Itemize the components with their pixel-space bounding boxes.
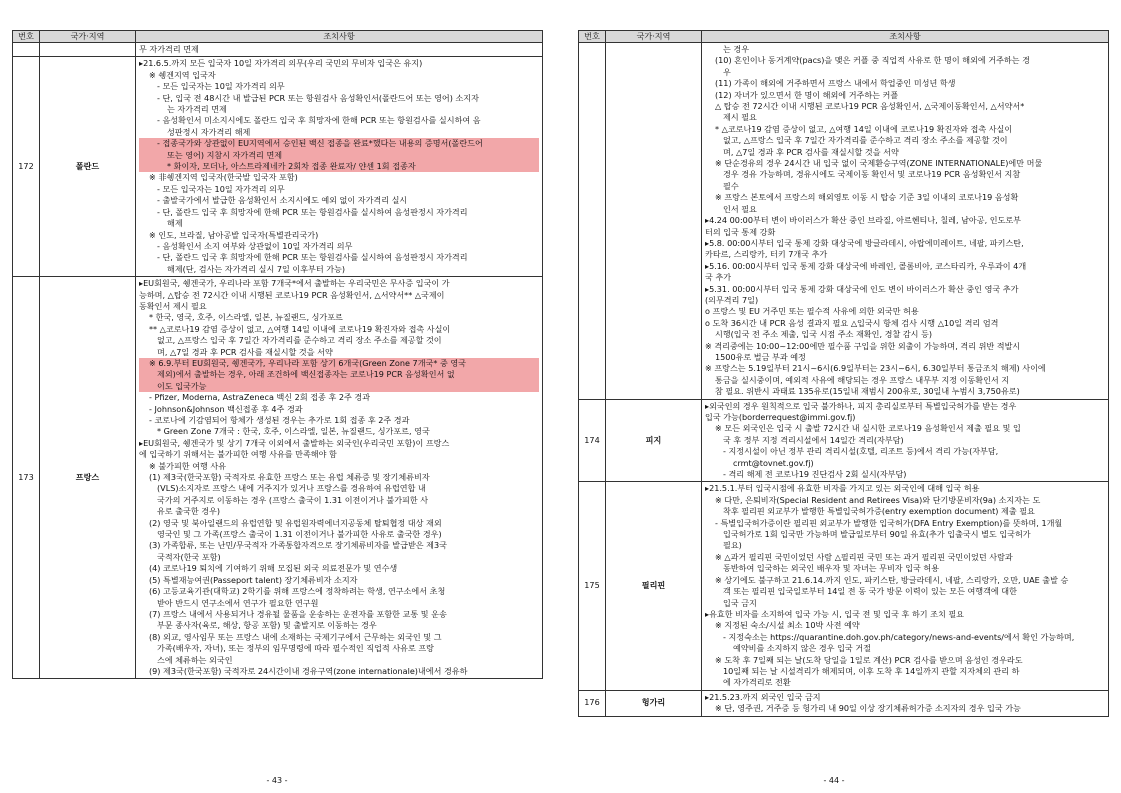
row-measures [136,43,543,57]
measure-line: 유로 출국한 경우) [157,506,221,517]
row-country: 폴란드 [40,57,136,277]
measure-line: 해제(단, 검사는 자가격리 실시 7일 이후부터 가능) [167,263,346,274]
measure-line: 착후 필리핀 외교부가 발행한 특별입국허가증(entry exemption document) 제출 필요 [723,506,1035,517]
measure-line: - Johnson&Johnson 백신접종 후 4주 경과 [149,403,303,414]
highlighted-measure-line: 또는 영어) 지참시 자가격리 면제 [139,150,539,161]
measure-line: 국 추가 [705,272,732,283]
row-country: 헝가리 [606,690,702,716]
measure-line: 입국 금지 [723,597,757,608]
measure-line: 무 자가격리 면제 [139,44,199,54]
measure-line: 국가의 거주지로 이동하는 경우 (프랑스 출국이 1.31 이전이거나 불가피한 사 [157,494,429,505]
measure-line: ▸4.24 00:00부터 변이 바이러스가 확산 중인 브라질, 아르헨티나, 칠레, 남아공, 인도로부 [705,215,1021,226]
measure-line: 영국인 및 그 가족(프랑스 출국이 1.31 이전이거나 불가피한 사유로 출국한 경우) [157,529,442,540]
measure-line: (4) 코로나19 퇴치에 기여하기 위해 모집된 외국 의료전문가 및 연수생 [149,563,398,574]
measures-table-left [12,30,543,679]
measure-line: ▸유효한 비자를 소지하여 입국 가능 시, 입국 전 및 입국 후 하기 조치 필요 [705,608,965,619]
row-number: 175 [579,482,606,690]
highlighted-measure-line: 제외)에서 출발하는 경우, 아래 조건하에 백신접종자는 코로나19 PCR 음성확인서 없 [139,369,539,380]
measure-line: (11) 가족이 해외에 거주하면서 프랑스 내에서 학업중인 미성년 학생 [715,78,956,89]
measure-line: - Pfizer, Moderna, AstraZeneca 백신 2회 접종 후 2주 경과 [149,392,371,403]
measure-line: - 단, 입국 전 48시간 내 발급된 PCR 또는 항원검사 음성확인서(폴란드어 또는 영어) 소지자 [157,92,479,103]
measure-line: ※ 쉥겐지역 입국자 [149,69,216,80]
measure-line: 국적자(한국 포함) [157,551,221,562]
row-country: 필리핀 [606,482,702,690]
measure-line: 없고, △프랑스 입국 후 7일간 자가격리를 준수하고 격리 장소 주소를 제공할 것이 [157,335,442,346]
table-row [579,482,1109,690]
measure-line: o 프랑스 및 EU 거주민 또는 필수적 사유에 의한 외국만 허용 [705,306,919,317]
measure-line: ▸5.16. 00:00시부터 입국 통제 강화 대상국에 바레인, 콜롬비아, 코스타리카, 우루과이 4개 [705,260,1027,271]
measure-line: o 도착 36시간 내 PCR 음성 결과지 필요 △입국시 항체 검사 시행 △10일 격리 엄격 [705,317,999,328]
measure-line: 부문 종사자(육로, 해상, 항공 포함) 및 출발지로 이동하는 경우 [157,620,377,631]
measure-line: 통금을 실시중이며, 예외적 사유에 해당되는 경우 프랑스 내무부 지정 이동확인서 지 [715,374,1010,385]
measure-line: * Green Zone 7개국 : 한국, 호주, 이스라엘, 일본, 뉴질랜드, 싱가포르, 영국 [157,426,430,437]
measure-line: ※ 프랑스 본토에서 프랑스의 해외영토 이동 시 탑승 기준 3일 이내의 코로나19 음성확 [715,192,1019,203]
measure-line: 제시 필요 [723,112,757,123]
measure-line: 시행(입국 전 주소 제출, 입국 시점 주소 재확인, 경찰 감시 등) [715,329,933,340]
header-country: 국가·지역 [606,31,702,43]
measure-line: - 지정숙소는 https://quarantine.doh.gov.ph/category/news-and-events/에서 확인 가능하며, [723,631,1075,642]
measure-line: ▸21.5.1.부터 입국시점에 유효한 비자를 가지고 있는 외국인에 대해 입국 허용 [705,483,980,494]
measure-line: (VLS)소지자로 프랑스 내에 거주지가 있거나 프랑스를 경유하여 유럽연합 내 [157,483,426,494]
measure-line: 1500유로 벌금 부과 예정 [715,351,806,362]
measure-line: 객 또는 필리핀 입국일로부터 14일 전 동 국가 방문 이력이 있는 모든 여행객에 대한 [723,586,1017,597]
measure-line: ※ △과거 필리핀 국민이었던 사람 △필리핀 국민 또는 과거 필리핀 국민이었던 사람과 [715,551,1013,562]
measure-line: 카타르, 스리랑카, 터키 7개국 추가 [705,249,828,260]
measure-line: ※ 非쉥겐지역 입국자(한국발 입국자 포함) [149,172,298,183]
measure-line: ※ 다만, 은퇴비자(Special Resident and Retirees Visa)와 단기방문비자(9a) 소지자는 도 [715,494,1041,505]
header-number: 번호 [13,31,40,43]
measure-line: 에 입국하기 위해서는 불가피한 여행 사유를 만족해야 함 [139,449,337,460]
row-measures [702,43,1109,400]
table-row [579,690,1109,716]
header-number: 번호 [579,31,606,43]
row-measures [136,277,543,679]
measure-line: * 한국, 영국, 호주, 이스라엘, 일본, 뉴질랜드, 싱가포르 [149,312,343,323]
measure-line: 는 자가격리 면제 [167,104,227,115]
measure-line: ▸외국인의 경우 원칙적으로 입국 불가하나, 피지 총리실로부터 특별입국허가를 받는 경우 [705,400,1017,411]
table-row [579,399,1109,482]
measures-table-right [578,30,1109,717]
measure-line: 필요) [723,540,742,551]
measure-line: ※ 프랑스는 5.19일부터 21시~6시(6.9일부터는 23시~6시, 6.30일부터 통금조치 해제) 사이에 [705,363,1046,374]
measure-line: ▸EU회원국, 쉥겐국가, 우리나라 포함 7개국*에서 출발하는 우리국민은 무사증 입국이 가 [139,278,450,289]
row-measures [702,690,1109,716]
measure-line: 입국 가능(borderrequest@immi.gov.fj) [705,412,856,422]
measure-line: (12) 자녀가 있으면서 한 명이 해외에 거주하는 커플 [715,89,899,100]
measure-line: 동확인서 제시 필요 [139,300,207,311]
measure-line: 입국허가로 1회 입국만 가능하며 발급일로부터 90일 유효(추가 입출국시 별도 입국허가 [723,529,1031,540]
measure-line: 필수 [723,180,739,191]
measure-line: * △코로나19 감염 증상이 없고, △여행 14일 이내에 코로나19 확진자와 접촉 사실이 [715,123,1013,134]
measure-line: (7) 프랑스 내에서 사용되거나 경유될 물품을 운송하는 운전자를 포함한 교통 및 운송 [149,608,447,619]
measure-line: - 음성확인서 소지 여부와 상관없이 10일 자가격리 의무 [157,240,353,251]
measure-line: 성판정시 자가격리 해제 [167,126,251,137]
measure-line: (5) 특별재능여권(Passeport talent) 장기체류비자 소지자 [149,574,358,585]
measure-line: 가족(배우자, 자녀), 또는 정부의 임무명령에 따라 필수적인 직업적 사유로 프랑 [157,643,434,654]
header-measures: 조치사항 [136,31,543,43]
measure-line: 국 후 정부 지정 격리시설에서 14일간 격리(자부담) [723,434,904,445]
measure-line: ※ 단순경유의 경우 24시간 내 입국 없이 국제환승구역(ZONE INTERNATIONALE)에만 머물 [715,158,1043,169]
measure-line: ※ 격리중에는 10:00~12:00에만 필수품 구입을 위한 외출이 가능하며, 격리 위반 적발시 [705,340,1021,351]
measure-line: ※ 상기에도 불구하고 21.6.14.까지 인도, 파키스탄, 방글라데시, 네팔, 스리랑카, 오만, UAE 출발 승 [715,574,1069,585]
measure-line: - 단, 폴란드 입국 후 희망자에 한해 PCR 또는 항원검사를 실시하여 음성판정시 자가격리 [157,252,468,263]
measure-line: (의무격리 7일) [705,294,759,305]
row-number: 174 [579,399,606,482]
header-country: 국가·지역 [40,31,136,43]
measure-line: 해제 [167,218,183,229]
measure-line: - 음성확인서 미소지시에도 폴란드 입국 후 희망자에 한해 PCR 또는 항원검사를 실시하여 음 [157,115,481,126]
measure-line: ※ 인도, 브라질, 남아공발 입국자(특별관리국가) [149,229,319,240]
row-country: 피지 [606,399,702,482]
measure-line: - 격리 해제 전 코로나19 진단검사 2회 실시(자부담) [723,469,907,480]
table-header-row [579,31,1109,43]
measure-line: - 출발국가에서 발급한 음성확인서 소지시에도 예외 없이 자가격리 실시 [157,195,408,206]
measure-line: ** △코로나19 감염 증상이 없고, △여행 14일 이내에 코로나19 확진자와 접촉 사실이 [149,323,451,334]
measure-line: ※ 모든 외국인은 입국 시 출발 72시간 내 실시한 코로나19 음성확인서 제출 필요 및 입 [715,423,1021,434]
measure-line: - 모든 입국자는 10일 자가격리 의무 [157,183,285,194]
continuation-row [13,43,543,57]
measure-line: - 모든 입국자는 10일 자가격리 의무 [157,81,285,92]
page-44 [578,30,1109,717]
measure-line: - 코로나에 기감염되어 항체가 생성된 경우는 추가로 1회 접종 후 2주 경과 [149,415,410,425]
measure-line: (6) 고등교육기관(대학교) 2학기를 위해 프랑스에 정착하려는 학생, 연구소에서 초청 [149,586,446,597]
measure-line: (10) 혼인이나 동거계약(pacs)을 맺은 커플 중 직업적 사유로 한 명이 해외에 거주하는 경 [715,55,1030,66]
row-number [579,43,606,400]
page-number-right: - 44 - [823,776,845,785]
row-number: 173 [13,277,40,679]
measure-line: ※ 지정된 숙소/시설 최소 10박 사전 예약 [715,620,860,631]
measure-line: - 단, 폴란드 입국 후 희망자에 한해 PCR 또는 항원검사를 실시하여 음성판정시 자가격리 [157,206,468,217]
measure-line: 인서 필요 [723,203,757,214]
row-number: 176 [579,690,606,716]
table-row [579,43,1109,400]
measure-line: (8) 외교, 영사임무 또는 프랑스 내에 소재하는 국제기구에서 근무하는 외국인 및 그 [149,631,442,642]
measure-line: 우 [723,66,731,77]
row-country: 프랑스 [40,277,136,679]
measure-line: (3) 가족합류, 또는 난민/무국적자 가족통합자격으로 장기체류비자를 발급받은 제3국 [149,540,447,551]
measure-line: ▸EU회원국, 쉥겐국가 및 상기 7개국 이외에서 출발하는 외국인(우리국민 포함)이 프랑스 [139,437,450,448]
measure-line: 터의 입국 통제 강화 [705,226,776,237]
row-measures [136,57,543,277]
measure-line: 없고, △프랑스 입국 후 7일간 자가격리를 준수하고 격리 장소 주소를 제공할 것이 [723,135,1008,146]
table-row [13,277,543,679]
measure-line: (1) 제3국(한국포함) 국적자로 유효한 프랑스 또는 유럽 체류증 및 장기체류비자 [149,472,430,483]
measure-line: crmt@tovnet.gov.fj) [733,457,814,468]
measure-line: - 특별입국허가증이란 필리핀 외교부가 발행한 입국허가(DFA Entry Exemption)를 뜻하며, 1개월 [715,517,1063,528]
highlighted-measure-line: * 화이자, 모더나, 아스트라제네카 2회차 접종 완료자/ 얀센 1회 접종자 [139,161,539,172]
page-43 [12,30,543,679]
measure-line: - 지정시설이 아닌 정부 관리 격리시설(호텔, 리조트 등)에서 격리 가능(자부담, [723,446,999,457]
measure-line: △ 탑승 전 72시간 이내 시행된 코로나19 PCR 음성확인서, △국제이동확인서, △서약서* [715,101,1025,112]
measure-line: (2) 영국 및 북아일랜드의 유럽연합 및 유럽원자력에너지공동체 탈퇴협정 대상 재외 [149,517,442,528]
measure-line: 경우 경유 가능하며, 경유시에도 국제이동 확인서 및 코로나19 PCR 음성확인서 지참 [723,169,1021,180]
measure-line: 10일째 되는 날 시설격리가 해제되며, 이후 도착 후 14일까지 관할 지자체의 관리 하 [723,665,1020,676]
measure-line: ※ 불가피한 여행 사유 [149,460,227,471]
highlighted-measure-line: ※ 6.9.부터 EU회원국, 쉥겐국가, 우리나라 포함 상기 6개국(Green Zone 7개국* 중 영국 [139,358,539,369]
measure-line: ▸5.8. 00:00시부터 입국 통제 강화 대상국에 방글라데시, 아랍에미레이트, 네팔, 파키스탄, [705,237,1024,248]
row-measures [702,482,1109,690]
measure-line: 에 자가격리로 전환 [723,677,791,688]
measure-line: ※ 단, 영주권, 거주증 등 헝가리 내 90일 이상 장기체류허가증 소지자의 경우 입국 가능 [715,703,1021,714]
measure-line: 며, △7일 경과 후 PCR 검사를 재실시할 것을 서약 [157,346,333,357]
highlighted-measure-line: - 접종국가와 상관없이 EU지역에서 승인된 백신 접종을 완료*했다는 내용의 증명서(폴란드어 [139,138,539,149]
header-measures: 조치사항 [702,31,1109,43]
row-country [606,43,702,400]
measure-line: (9) 제3국(한국포함) 국적자로 24시간이내 경유구역(zone internationale)내에서 경유하 [149,665,468,676]
page-number-left: - 43 - [266,776,288,785]
measure-line: 스에 체류하는 외국인 [157,654,233,665]
measure-line: ※ 도착 후 7일째 되는 날(도착 당일을 1일로 계산) PCR 검사를 받으며 음성인 경우라도 [715,654,1023,665]
measure-line: 참 필요. 위반시 과태료 135유로(15일내 재범시 200유로, 30일내 누범시 3,750유로) [715,386,1020,397]
measure-line: 능하며, △탑승 전 72시간 이내 시행된 코로나19 PCR 음성확인서, △서약서** △국제이 [139,289,445,300]
highlighted-measure-line: 이도 입국가능 [139,381,539,392]
measure-line: 동반하여 입국하는 외국인 배우자 및 자녀는 무비자 입국 허용 [723,563,940,574]
table-row [13,57,543,277]
measure-line: ▸21.5.23.까지 외국인 입국 금지 [705,691,821,702]
measure-line: 는 경우 [723,44,750,54]
table-header-row [13,31,543,43]
measure-line: ▸5.31. 00:00시부터 입국 통제 강화 대상국에 인도 변이 바이러스가 확산 중인 영국 추가 [705,283,1019,294]
measure-line: 받아 반드시 연구소에서 연구가 필요한 연구원 [157,597,319,608]
measure-line: ▸21.6.5.까지 모든 입국자 10일 자가격리 의무(우리 국민의 무비자 입국은 유지) [139,58,423,69]
row-measures [702,399,1109,482]
measure-line: 며, △7일 경과 후 PCR 검사를 재실시할 것을 서약 [723,146,899,157]
row-number: 172 [13,57,40,277]
measure-line: 예약비를 소지하지 않은 경우 입국 거절 [733,643,871,654]
